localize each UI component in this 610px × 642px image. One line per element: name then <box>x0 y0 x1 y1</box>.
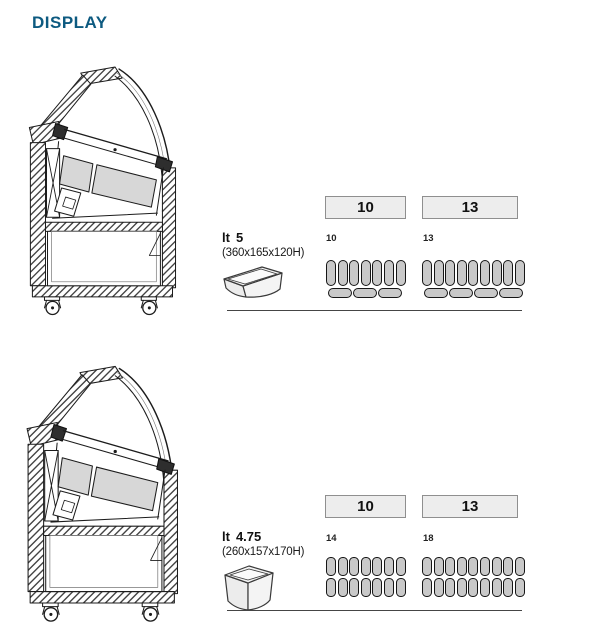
display-cabinet-drawing-top <box>28 64 190 316</box>
pan <box>434 578 444 597</box>
row-divider <box>227 610 522 611</box>
pan <box>457 557 467 576</box>
pan <box>422 557 432 576</box>
pan-arrangement <box>326 260 406 300</box>
pan-count-header: 13 <box>422 196 518 219</box>
pan <box>492 557 502 576</box>
pan <box>445 557 455 576</box>
pan-arrangement <box>422 557 525 598</box>
pan <box>422 260 432 286</box>
pan-spec-block <box>222 230 332 302</box>
capacity-label <box>222 529 332 544</box>
capacity-unit: lt <box>222 230 230 245</box>
glass-clamp <box>157 459 175 475</box>
caster-right <box>141 297 157 315</box>
pan-section-right <box>91 467 157 511</box>
pan <box>503 260 513 286</box>
glass-clamp <box>155 157 172 172</box>
pan-section-left <box>60 156 93 192</box>
pan <box>361 578 371 597</box>
pan <box>492 578 502 597</box>
pan <box>480 578 490 597</box>
display-cabinet-drawing-bottom <box>26 356 192 630</box>
pan <box>396 260 406 286</box>
caster-right <box>142 603 159 621</box>
pan-section-left <box>58 458 92 495</box>
pan <box>449 288 473 299</box>
pan-section-right <box>92 165 157 207</box>
page-title: DISPLAY <box>32 13 108 32</box>
pan <box>384 557 394 576</box>
storage-compartment <box>48 231 161 285</box>
deck-top-edge <box>65 130 167 159</box>
pan <box>468 260 478 286</box>
row-divider <box>227 310 522 311</box>
pan <box>353 288 377 299</box>
pan <box>384 578 394 597</box>
pan <box>361 260 371 286</box>
pan-count-label: 18 <box>423 533 434 544</box>
right-wall <box>162 168 175 288</box>
base-panel <box>32 286 172 297</box>
pan <box>372 578 382 597</box>
pan-count-header: 10 <box>325 495 406 518</box>
pan-arrangement <box>326 557 406 598</box>
mid-shelf <box>44 526 164 535</box>
pan <box>434 260 444 286</box>
pan <box>480 557 490 576</box>
pan <box>326 260 336 286</box>
pan <box>326 578 336 597</box>
left-wall <box>30 143 45 286</box>
pan <box>515 557 525 576</box>
pan <box>338 557 348 576</box>
pan <box>503 578 513 597</box>
pan <box>349 557 359 576</box>
deep-pan-icon <box>222 563 276 613</box>
pan <box>328 288 352 299</box>
deck-knob <box>114 450 117 453</box>
pan <box>457 260 467 286</box>
pan <box>492 260 502 286</box>
pan-spec-block <box>222 529 332 613</box>
right-wall <box>164 470 177 593</box>
base-panel <box>30 592 174 603</box>
caster-left <box>44 297 60 315</box>
pan <box>422 578 432 597</box>
pan <box>372 260 382 286</box>
pan <box>434 557 444 576</box>
deck-top-edge <box>63 431 168 461</box>
pan <box>474 288 498 299</box>
pan <box>349 260 359 286</box>
pan <box>326 557 336 576</box>
mid-shelf <box>45 222 162 231</box>
capacity-value: 5 <box>235 230 244 245</box>
display-case-cross-section <box>28 64 190 316</box>
pan <box>503 557 513 576</box>
pan <box>468 578 478 597</box>
pan-dimensions: (260x157x170H) <box>222 546 305 558</box>
pan <box>361 557 371 576</box>
pan <box>378 288 402 299</box>
pan <box>457 578 467 597</box>
pan <box>515 578 525 597</box>
capacity-value: 4.75 <box>235 529 262 544</box>
pan-count-header: 10 <box>325 196 406 219</box>
pan <box>445 260 455 286</box>
shallow-pan-icon <box>222 264 284 302</box>
left-wall <box>28 444 44 591</box>
pan <box>480 260 490 286</box>
pan <box>424 288 448 299</box>
pan-count-header: 13 <box>422 495 518 518</box>
display-case-cross-section <box>26 356 192 630</box>
capacity-label <box>222 230 332 245</box>
pan <box>384 260 394 286</box>
pan <box>499 288 523 299</box>
caster-left <box>43 603 60 621</box>
pan <box>515 260 525 286</box>
storage-compartment <box>46 536 162 592</box>
pan <box>338 260 348 286</box>
pan-arrangement <box>422 260 525 300</box>
pan <box>396 557 406 576</box>
pan <box>372 557 382 576</box>
pan-count-label: 13 <box>423 233 434 244</box>
pan <box>445 578 455 597</box>
pan-count-label: 10 <box>326 233 337 244</box>
pan <box>338 578 348 597</box>
deck-knob <box>113 148 116 151</box>
pan <box>349 578 359 597</box>
pan <box>468 557 478 576</box>
pan-dimensions: (360x165x120H) <box>222 247 305 259</box>
pan <box>396 578 406 597</box>
capacity-unit: lt <box>222 529 230 544</box>
pan-count-label: 14 <box>326 533 337 544</box>
